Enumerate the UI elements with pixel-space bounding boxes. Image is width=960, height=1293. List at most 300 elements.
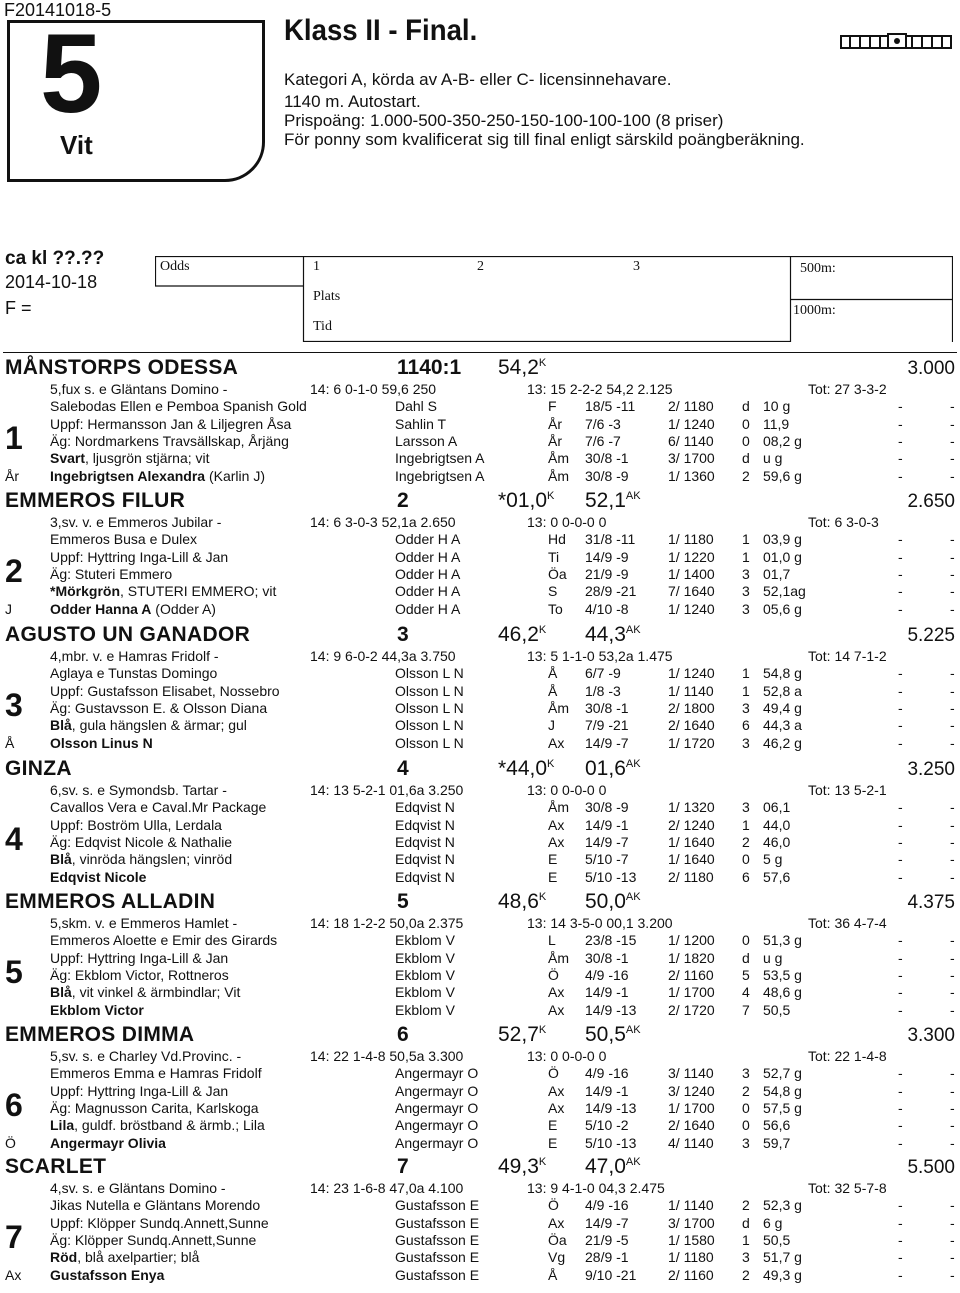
- past-race-cell: 01,0 g: [763, 548, 802, 565]
- past-race-cell: År: [548, 432, 562, 449]
- record-suffix: K: [538, 1156, 547, 1168]
- past-race-cell: 0: [742, 1117, 750, 1134]
- past-race-cell: u g: [763, 450, 783, 467]
- plats-label: Plats: [313, 289, 341, 304]
- past-race-cell: Gustafsson E: [395, 1197, 480, 1214]
- past-race-cell: -: [898, 1099, 903, 1116]
- horse-detail: Aglaya e Tunstas Domingo: [50, 665, 218, 682]
- bold-text: *Mörkgrön: [50, 583, 120, 600]
- past-race-cell: 54,8 g: [763, 1082, 802, 1099]
- horse-detail: Uppf: Hermansson Jan & Liljegren Åsa: [50, 415, 292, 432]
- start-number: 4: [5, 820, 23, 857]
- horse-stats: 13: 0 0-0-0 0: [527, 1048, 607, 1064]
- horse-stats: 13: 9 4-1-0 04,3 2.475: [527, 1180, 665, 1196]
- bold-text: Ingebrigtsen Alexandra: [50, 467, 206, 484]
- past-race-cell: 6/ 1140: [668, 432, 714, 449]
- bold-text: Olsson Linus N: [50, 734, 153, 751]
- race-condition: För ponny som kvalificerat sig till final enligt särskild poängberäkning.: [284, 130, 805, 149]
- past-race-cell: 5/10 -13: [585, 1134, 637, 1151]
- past-race-cell: Ax: [548, 833, 565, 850]
- horse-detail: [50, 468, 265, 484]
- past-race-cell: -: [898, 1082, 903, 1099]
- past-race-cell: S: [548, 583, 558, 600]
- past-race-cell: 2/ 1240: [668, 816, 715, 833]
- past-race-cell: 3: [742, 699, 750, 716]
- past-race-cell: Gustafsson E: [395, 1231, 480, 1248]
- past-race-cell: -: [950, 548, 955, 565]
- past-race-cell: 3: [742, 799, 750, 816]
- past-race-cell: 30/8 -1: [585, 450, 629, 467]
- past-race-cell: -: [950, 583, 955, 600]
- past-race-cell: Åm: [548, 949, 569, 966]
- start-number-label: 4: [397, 757, 409, 780]
- horse-detail: Salebodas Ellen e Pemboa Spanish Gold: [50, 398, 307, 415]
- past-race-cell: 3: [742, 565, 750, 582]
- past-race-cell: 50,5: [763, 1001, 791, 1018]
- horse-detail: Cavallos Vera e Caval.Mr Package: [50, 799, 267, 816]
- past-race-cell: 4: [742, 984, 750, 1001]
- past-race-cell: -: [950, 1065, 955, 1082]
- past-race-cell: -: [898, 682, 903, 699]
- horse-stats: 4,sv. s. e Gläntans Domino -: [50, 1180, 226, 1196]
- horse-stats: 13: 0 0-0-0 0: [527, 514, 607, 530]
- past-race-cell: 1/ 1240: [668, 600, 715, 617]
- past-race-cell: Olsson L N: [395, 665, 464, 682]
- horse-auto-record: [585, 757, 641, 781]
- past-race-cell: -: [898, 600, 903, 617]
- past-race-cell: 5 g: [763, 851, 783, 868]
- past-race-cell: Hd: [548, 531, 566, 548]
- past-race-cell: 1/ 1580: [668, 1231, 715, 1248]
- past-race-cell: Gustafsson E: [395, 1214, 480, 1231]
- past-race-cell: -: [950, 966, 955, 983]
- start-number-label: 3: [397, 623, 409, 646]
- past-race-cell: 0: [742, 851, 750, 868]
- past-race-cell: -: [898, 665, 903, 682]
- plain-text: , ljusgrön stjärna; vit: [85, 450, 210, 467]
- past-race-cell: 1: [742, 816, 750, 833]
- past-race-cell: 52,3 g: [763, 1197, 802, 1214]
- past-race-cell: 49,4 g: [763, 699, 802, 716]
- horse-detail: Äg: Nordmarkens Travsällskap, Årjäng: [50, 432, 289, 449]
- past-race-cell: -: [898, 548, 903, 565]
- horse-prize-money: 3.300: [907, 1025, 955, 1046]
- past-race-cell: -: [898, 1065, 903, 1082]
- past-race-cell: 14/9 -9: [585, 548, 629, 565]
- horse-detail: Äg: Klöpper Sundq.Annett,Sunne: [50, 1231, 257, 1248]
- past-race-cell: -: [950, 565, 955, 582]
- past-race-cell: 21/9 -9: [585, 565, 629, 582]
- horse-name: MÅNSTORPS ODESSA: [5, 356, 239, 379]
- record-suffix: AK: [625, 758, 641, 770]
- past-race-cell: -: [898, 1117, 903, 1134]
- horse-stats: 5,skm. v. e Emmeros Hamlet -: [50, 915, 238, 931]
- past-race-cell: -: [898, 966, 903, 983]
- plain-text: (Odder A): [151, 600, 216, 617]
- past-race-cell: 1/ 1360: [668, 467, 715, 484]
- past-race-cell: Angermayr O: [395, 1117, 479, 1134]
- past-race-cell: -: [898, 1001, 903, 1018]
- horse-detail: [50, 583, 276, 599]
- past-race-cell: Ekblom V: [395, 984, 455, 1001]
- past-race-cell: u g: [763, 949, 783, 966]
- start-number: 7: [5, 1218, 23, 1255]
- past-race-cell: 0: [742, 932, 750, 949]
- past-race-cell: -: [950, 1214, 955, 1231]
- past-race-cell: -: [898, 1249, 903, 1266]
- record-value: 46,2: [498, 623, 539, 646]
- horse-prize-money: 3.000: [907, 358, 955, 379]
- past-race-cell: 1/ 1640: [668, 851, 715, 868]
- past-race-cell: 53,5 g: [763, 966, 802, 983]
- past-race-cell: 51,7 g: [763, 1249, 802, 1266]
- horse-stats: Tot: 32 5-7-8: [808, 1180, 887, 1196]
- past-race-cell: -: [898, 932, 903, 949]
- past-race-cell: Ax: [548, 816, 565, 833]
- start-number-label: 5: [397, 890, 409, 913]
- race-condition: Kategori A, körda av A-B- eller C- licensinnehavare.: [284, 70, 672, 89]
- past-race-cell: 30/8 -1: [585, 949, 629, 966]
- past-race-cell: d: [742, 398, 750, 415]
- past-race-cell: -: [950, 833, 955, 850]
- past-race-cell: -: [950, 1099, 955, 1116]
- past-race-cell: Olsson L N: [395, 734, 464, 751]
- plain-text: , blå axelpartier; blå: [77, 1249, 200, 1266]
- start-number: 1: [5, 419, 23, 456]
- horse-prize-money: 5.500: [907, 1157, 955, 1178]
- past-race-cell: 05,6 g: [763, 600, 802, 617]
- past-race-cell: -: [950, 1249, 955, 1266]
- horse-detail: [50, 1249, 199, 1265]
- past-race-cell: -: [950, 1266, 955, 1283]
- horse-detail: [50, 735, 153, 751]
- horse-detail: Äg: Magnusson Carita, Karlskoga: [50, 1099, 259, 1116]
- place-3-label: 3: [633, 259, 640, 274]
- horse-detail: Äg: Edqvist Nicole & Nathalie: [50, 833, 233, 850]
- past-race-cell: 56,6: [763, 1117, 791, 1134]
- plain-text: (Karlin J): [205, 467, 265, 484]
- past-race-cell: 1/ 1820: [668, 949, 715, 966]
- horse-odds-record: [498, 356, 546, 380]
- horse-detail: [50, 984, 240, 1000]
- past-race-cell: År: [548, 415, 562, 432]
- past-race-cell: Edqvist N: [395, 851, 455, 868]
- race-color: Vit: [60, 130, 93, 160]
- past-race-cell: 1/ 1320: [668, 799, 715, 816]
- past-race-cell: 2/ 1640: [668, 1117, 715, 1134]
- past-race-cell: 7/6 -7: [585, 432, 621, 449]
- f-label: F =: [5, 298, 32, 318]
- horse-name: SCARLET: [5, 1155, 107, 1178]
- plain-text: , gula hängslen & ärmar; gul: [71, 717, 247, 734]
- past-race-cell: 06,1: [763, 799, 791, 816]
- past-race-cell: 9/10 -21: [585, 1266, 637, 1283]
- horse-detail: Äg: Ekblom Victor, Rottneros: [50, 966, 229, 983]
- past-race-cell: -: [898, 450, 903, 467]
- race-date: 2014-10-18: [5, 272, 98, 292]
- past-race-cell: Sahlin T: [395, 415, 447, 432]
- past-race-cell: 11,9: [763, 415, 790, 432]
- past-race-cell: -: [950, 1197, 955, 1214]
- past-race-cell: 7/ 1640: [668, 583, 715, 600]
- past-race-cell: -: [898, 984, 903, 1001]
- start-number: 5: [5, 953, 23, 990]
- past-race-cell: 52,7 g: [763, 1065, 802, 1082]
- past-race-cell: Olsson L N: [395, 717, 464, 734]
- past-race-cell: 1: [742, 548, 750, 565]
- record-suffix: AK: [625, 1156, 641, 1168]
- past-race-cell: 59,6 g: [763, 467, 802, 484]
- past-race-cell: -: [950, 799, 955, 816]
- horse-stats: 14: 18 1-2-2 50,0a 2.375: [310, 915, 464, 931]
- past-race-cell: Ekblom V: [395, 949, 455, 966]
- past-race-cell: Gustafsson E: [395, 1266, 480, 1283]
- horse-detail: Emmeros Aloette e Emir des Girards: [50, 932, 278, 949]
- past-race-cell: 1/8 -3: [585, 682, 621, 699]
- past-race-cell: 2/ 1160: [668, 1266, 714, 1283]
- bold-text: Odder Hanna A: [50, 600, 152, 617]
- past-race-cell: -: [950, 665, 955, 682]
- license-class: J: [5, 600, 12, 617]
- past-race-cell: 2/ 1800: [668, 699, 715, 716]
- past-race-cell: 03,9 g: [763, 531, 802, 548]
- horse-auto-record: [585, 890, 641, 914]
- past-race-cell: -: [898, 816, 903, 833]
- past-race-cell: E: [548, 1134, 558, 1151]
- past-race-cell: F: [548, 398, 557, 415]
- past-race-cell: 1/ 1140: [668, 1197, 714, 1214]
- past-race-cell: -: [898, 699, 903, 716]
- record-suffix: AK: [625, 490, 641, 502]
- record-value: 48,6: [498, 890, 539, 913]
- past-race-cell: 7/6 -3: [585, 415, 621, 432]
- race-condition: 1140 m. Autostart.: [284, 92, 421, 111]
- past-race-cell: -: [950, 1001, 955, 1018]
- horse-odds-record: [498, 489, 554, 513]
- horse-odds-record: [498, 1155, 546, 1179]
- past-race-cell: 59,7: [763, 1134, 791, 1151]
- past-race-cell: 1/ 1240: [668, 665, 715, 682]
- place-2-label: 2: [477, 259, 484, 274]
- past-race-cell: 6 g: [763, 1214, 783, 1231]
- record-suffix: K: [538, 1024, 547, 1036]
- past-race-cell: -: [950, 1082, 955, 1099]
- past-race-cell: 14/9 -1: [585, 984, 629, 1001]
- past-race-cell: 2/ 1180: [668, 868, 714, 885]
- past-race-cell: 31/8 -11: [585, 531, 636, 548]
- license-class: År: [5, 467, 19, 484]
- horse-detail: [50, 1002, 144, 1018]
- past-race-cell: 0: [742, 1099, 750, 1116]
- past-race-cell: 14/9 -7: [585, 1214, 629, 1231]
- past-race-cell: 2: [742, 1082, 750, 1099]
- past-race-cell: -: [950, 932, 955, 949]
- past-race-cell: 1: [742, 531, 750, 548]
- past-race-cell: 5/10 -13: [585, 868, 637, 885]
- past-race-cell: Edqvist N: [395, 868, 455, 885]
- horse-odds-record: [498, 890, 546, 914]
- bold-text: Röd: [50, 1249, 78, 1266]
- past-race-cell: Gustafsson E: [395, 1249, 480, 1266]
- horse-detail: Äg: Gustavsson E. & Olsson Diana: [50, 699, 268, 716]
- horse-detail: Uppf: Hyttring Inga-Lill & Jan: [50, 949, 229, 966]
- bold-text: Blå: [50, 717, 72, 734]
- horse-detail: Uppf: Hyttring Inga-Lill & Jan: [50, 548, 229, 565]
- horse-detail: Jikas Nutella e Gläntans Morendo: [50, 1197, 261, 1214]
- past-race-cell: -: [950, 1117, 955, 1134]
- past-race-cell: 4/9 -16: [585, 1065, 629, 1082]
- past-race-cell: -: [950, 682, 955, 699]
- past-race-cell: 30/8 -9: [585, 799, 629, 816]
- horse-stats: 13: 0 0-0-0 0: [527, 782, 607, 798]
- past-race-cell: E: [548, 851, 558, 868]
- horse-auto-record: [585, 1155, 641, 1179]
- horse-name: EMMEROS DIMMA: [5, 1023, 195, 1046]
- past-race-cell: Å: [548, 682, 558, 699]
- record-suffix: K: [538, 357, 547, 369]
- past-race-cell: 50,5: [763, 1231, 791, 1248]
- bold-text: Lila: [50, 1117, 75, 1134]
- past-race-cell: Edqvist N: [395, 799, 455, 816]
- horse-stats: Tot: 14 7-1-2: [808, 648, 887, 664]
- record-value: 50,5: [585, 1023, 626, 1046]
- horse-stats: 3,sv. v. e Emmeros Jubilar -: [50, 514, 222, 530]
- past-race-cell: -: [898, 432, 903, 449]
- past-race-cell: 2/ 1160: [668, 966, 714, 983]
- odds-label: Odds: [160, 259, 190, 274]
- horse-auto-record: [585, 623, 641, 647]
- horse-stats: Tot: 6 3-0-3: [808, 514, 879, 530]
- past-race-cell: Åm: [548, 799, 569, 816]
- past-race-cell: -: [950, 1134, 955, 1151]
- record-value: 01,6: [585, 757, 626, 780]
- past-race-cell: Ingebrigtsen A: [395, 467, 485, 484]
- horse-odds-record: [498, 1023, 546, 1047]
- bold-text: Blå: [50, 984, 72, 1001]
- horse-stats: Tot: 13 5-2-1: [808, 782, 887, 798]
- past-race-cell: 57,5 g: [763, 1099, 802, 1116]
- horse-prize-money: 4.375: [907, 892, 955, 913]
- past-race-cell: 7/9 -21: [585, 717, 629, 734]
- past-race-cell: -: [898, 717, 903, 734]
- past-race-cell: Angermayr O: [395, 1134, 479, 1151]
- past-race-cell: Ax: [548, 1082, 565, 1099]
- horse-stats: 13: 5 1-1-0 53,2a 1.475: [527, 648, 673, 664]
- horse-stats: 13: 14 3-5-0 00,1 3.200: [527, 915, 673, 931]
- past-race-cell: -: [898, 799, 903, 816]
- past-race-cell: 01,7: [763, 565, 791, 582]
- past-race-cell: Ti: [548, 548, 560, 565]
- past-race-cell: 0: [742, 415, 750, 432]
- past-race-cell: E: [548, 1117, 558, 1134]
- past-race-cell: Edqvist N: [395, 833, 455, 850]
- past-race-cell: 1/ 1200: [668, 932, 715, 949]
- past-race-cell: -: [898, 868, 903, 885]
- past-race-cell: 54,8 g: [763, 665, 802, 682]
- past-race-cell: 28/9 -1: [585, 1249, 629, 1266]
- past-race-cell: -: [950, 600, 955, 617]
- past-race-cell: Åm: [548, 699, 569, 716]
- past-race-cell: 4/ 1140: [668, 1134, 714, 1151]
- past-race-cell: J: [548, 717, 555, 734]
- past-race-cell: 3: [742, 583, 750, 600]
- past-race-cell: To: [548, 600, 563, 617]
- horse-detail: [50, 1135, 166, 1151]
- past-race-cell: 3/ 1240: [668, 1082, 715, 1099]
- past-race-cell: 18/5 -11: [585, 398, 636, 415]
- past-race-cell: 0: [742, 432, 750, 449]
- horse-stats: 5,fux s. e Gläntans Domino -: [50, 381, 228, 397]
- past-race-cell: 2: [742, 1266, 750, 1283]
- past-race-cell: Ö: [548, 966, 559, 983]
- past-race-cell: -: [950, 467, 955, 484]
- horse-detail: [50, 1267, 164, 1283]
- past-race-cell: -: [898, 1197, 903, 1214]
- race-number: 5: [40, 11, 103, 136]
- record-value: 52,7: [498, 1023, 539, 1046]
- 1000m-label: 1000m:: [793, 303, 836, 318]
- start-number: 2: [5, 552, 23, 589]
- past-race-cell: 4/9 -16: [585, 1197, 629, 1214]
- start-time: ca kl ??.??: [5, 248, 105, 269]
- start-number: 6: [5, 1086, 23, 1123]
- horse-stats: 6,sv. s. e Symondsb. Tartar -: [50, 782, 227, 798]
- past-race-cell: Angermayr O: [395, 1065, 479, 1082]
- past-race-cell: Odder H A: [395, 600, 461, 617]
- record-value: 47,0: [585, 1155, 626, 1178]
- past-race-cell: -: [950, 531, 955, 548]
- horse-detail: [50, 1117, 265, 1133]
- past-race-cell: 2/ 1720: [668, 1001, 715, 1018]
- past-race-cell: 08,2 g: [763, 432, 802, 449]
- plain-text: , vit vinkel & ärmbindlar; Vit: [71, 984, 241, 1001]
- past-race-cell: -: [950, 734, 955, 751]
- horse-stats: 14: 6 0-1-0 59,6 250: [310, 381, 437, 397]
- past-race-cell: L: [548, 932, 556, 949]
- horse-stats: 14: 9 6-0-2 44,3a 3.750: [310, 648, 456, 664]
- past-race-cell: 4/10 -8: [585, 600, 629, 617]
- past-race-cell: -: [950, 432, 955, 449]
- bold-text: Edqvist Nicole: [50, 868, 147, 885]
- past-race-cell: d: [742, 949, 750, 966]
- record-value: 52,1: [585, 489, 626, 512]
- plain-text: , guldf. bröstband & ärmb.; Lila: [74, 1117, 265, 1134]
- horse-odds-record: [498, 623, 546, 647]
- past-race-cell: -: [898, 1266, 903, 1283]
- past-race-cell: -: [950, 984, 955, 1001]
- past-race-cell: 3/ 1700: [668, 450, 715, 467]
- past-race-cell: -: [950, 717, 955, 734]
- past-race-cell: 1/ 1640: [668, 833, 715, 850]
- past-race-cell: Ax: [548, 734, 565, 751]
- past-race-cell: -: [950, 851, 955, 868]
- horse-stats: 14: 6 3-0-3 52,1a 2.650: [310, 514, 456, 530]
- past-race-cell: -: [950, 949, 955, 966]
- past-race-cell: 5: [742, 966, 750, 983]
- past-race-cell: 1/ 1140: [668, 682, 714, 699]
- past-race-cell: Olsson L N: [395, 682, 464, 699]
- past-race-cell: Ö: [548, 1065, 559, 1082]
- past-race-cell: Åm: [548, 450, 569, 467]
- record-value: 54,2: [498, 356, 539, 379]
- past-race-cell: 14/9 -13: [585, 1099, 637, 1116]
- horse-stats: 13: 15 2-2-2 54,2 2.125: [527, 381, 673, 397]
- past-race-cell: 28/9 -21: [585, 583, 637, 600]
- past-race-cell: -: [898, 1231, 903, 1248]
- horse-prize-money: 2.650: [907, 491, 955, 512]
- horse-detail: Uppf: Hyttring Inga-Lill & Jan: [50, 1082, 229, 1099]
- past-race-cell: 5/10 -2: [585, 1117, 629, 1134]
